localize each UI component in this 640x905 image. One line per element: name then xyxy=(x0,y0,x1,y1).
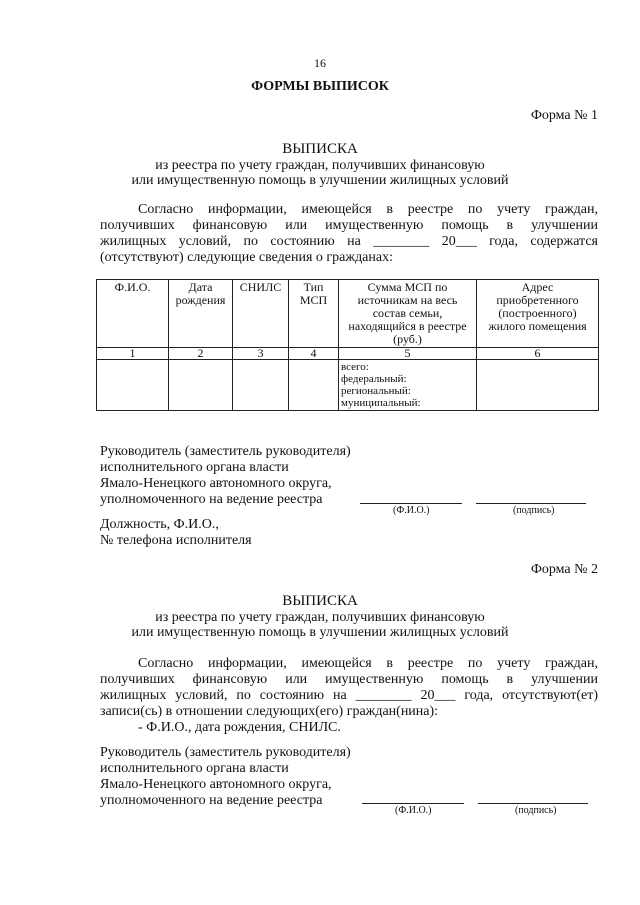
executor-line: Должность, Ф.И.О., xyxy=(100,517,219,532)
table-header-cell: Ф.И.О. xyxy=(97,280,169,348)
form2-fio-line xyxy=(362,802,464,804)
table-number-cell: 3 xyxy=(233,348,289,360)
signature-line: уполномоченного на ведение реестра xyxy=(100,793,323,808)
signature-line: уполномоченного на ведение реестра xyxy=(100,492,323,507)
sum-row-federal: федеральный: xyxy=(341,373,407,385)
table-cell-empty xyxy=(289,360,339,411)
executor-line: № телефона исполнителя xyxy=(100,533,252,548)
table-cell-empty xyxy=(233,360,289,411)
form2-sign-caption: (подпись) xyxy=(515,805,557,816)
form1-heading: ВЫПИСКА xyxy=(282,141,358,157)
form1-paragraph-line: Согласно информации, имеющейся в реестре по учету граждан, xyxy=(138,202,598,217)
table-header-cell: СНИЛС xyxy=(233,280,289,348)
form1-executor-block xyxy=(100,517,252,549)
table-header-cell: Тип МСП xyxy=(289,280,339,348)
form1-signature-block xyxy=(100,444,351,508)
table-number-cell: 6 xyxy=(477,348,599,360)
form2-paragraph-line: записи(сь) в отношении следующих(его) граждан(нина): xyxy=(100,704,439,719)
table-row xyxy=(97,360,599,411)
form2-fio-caption: (Ф.И.О.) xyxy=(395,805,432,816)
table-header-cell: Сумма МСП по источникам на весь состав семьи, находящийся в реестре (руб.) xyxy=(339,280,477,348)
table-sum-cell xyxy=(339,360,477,411)
form1-fio-line xyxy=(360,502,462,504)
table-number-row xyxy=(97,348,599,360)
form1-paragraph-line: получивших финансовую или имущественную помощь в улучшении xyxy=(100,218,598,233)
form2-paragraph-line: получивших финансовую или имущественную помощь в улучшении xyxy=(100,672,598,687)
table-number-cell: 4 xyxy=(289,348,339,360)
form1-label: Форма № 1 xyxy=(530,108,598,123)
form1-paragraph-line: жилищных условий, по состоянию на ________ 20___ года, содержатся xyxy=(100,234,598,249)
page-title: ФОРМЫ ВЫПИСОК xyxy=(251,79,389,94)
form1-sign-caption: (подпись) xyxy=(513,505,555,516)
form1-subtitle-line-2: или имущественную помощь в улучшении жилищных условий xyxy=(131,173,509,188)
signature-line: исполнительного органа власти xyxy=(100,761,289,776)
form2-sign-line xyxy=(478,802,588,804)
form2-paragraph-line: жилищных условий, по состоянию на ________ 20___ года, отсутствуют(ет) xyxy=(100,688,598,703)
form2-paragraph-line: Согласно информации, имеющейся в реестре по учету граждан, xyxy=(138,656,598,671)
table-cell-empty xyxy=(477,360,599,411)
table-number-cell: 5 xyxy=(339,348,477,360)
form2-paragraph xyxy=(100,656,598,736)
sum-row-regional: региональный: xyxy=(341,385,411,397)
sum-row-total: всего: xyxy=(341,361,369,373)
table-number-cell: 1 xyxy=(97,348,169,360)
table-number-cell: 2 xyxy=(169,348,233,360)
form2-heading: ВЫПИСКА xyxy=(282,593,358,609)
form2-label: Форма № 2 xyxy=(530,562,598,577)
form2-subtitle-line-2: или имущественную помощь в улучшении жилищных условий xyxy=(131,625,509,640)
sum-row-municipal: муниципальный: xyxy=(341,397,421,409)
page-number: 16 xyxy=(314,56,326,70)
signature-line: Руководитель (заместитель руководителя) xyxy=(100,444,351,459)
form1-subtitle-line-1: из реестра по учету граждан, получивших финансовую xyxy=(155,158,485,173)
form1-sign-line xyxy=(476,502,586,504)
form1-fio-caption: (Ф.И.О.) xyxy=(393,505,430,516)
form2-signature-block xyxy=(100,745,351,809)
form2-paragraph-line: - Ф.И.О., дата рождения, СНИЛС. xyxy=(138,720,341,735)
table-header-row xyxy=(97,280,599,348)
form1-paragraph-line: (отсутствуют) следующие сведения о гражданах: xyxy=(100,250,393,265)
form1-paragraph xyxy=(100,202,598,266)
signature-line: Ямало-Ненецкого автономного округа, xyxy=(100,476,332,491)
registry-table xyxy=(96,279,599,411)
table-cell-empty xyxy=(169,360,233,411)
form2-subtitle-line-1: из реестра по учету граждан, получивших финансовую xyxy=(155,610,485,625)
signature-line: исполнительного органа власти xyxy=(100,460,289,475)
table-cell-empty xyxy=(97,360,169,411)
signature-line: Руководитель (заместитель руководителя) xyxy=(100,745,351,760)
table-header-cell: Дата рождения xyxy=(169,280,233,348)
signature-line: Ямало-Ненецкого автономного округа, xyxy=(100,777,332,792)
table-header-cell: Адрес приобретенного (построенного) жилого помещения xyxy=(477,280,599,348)
